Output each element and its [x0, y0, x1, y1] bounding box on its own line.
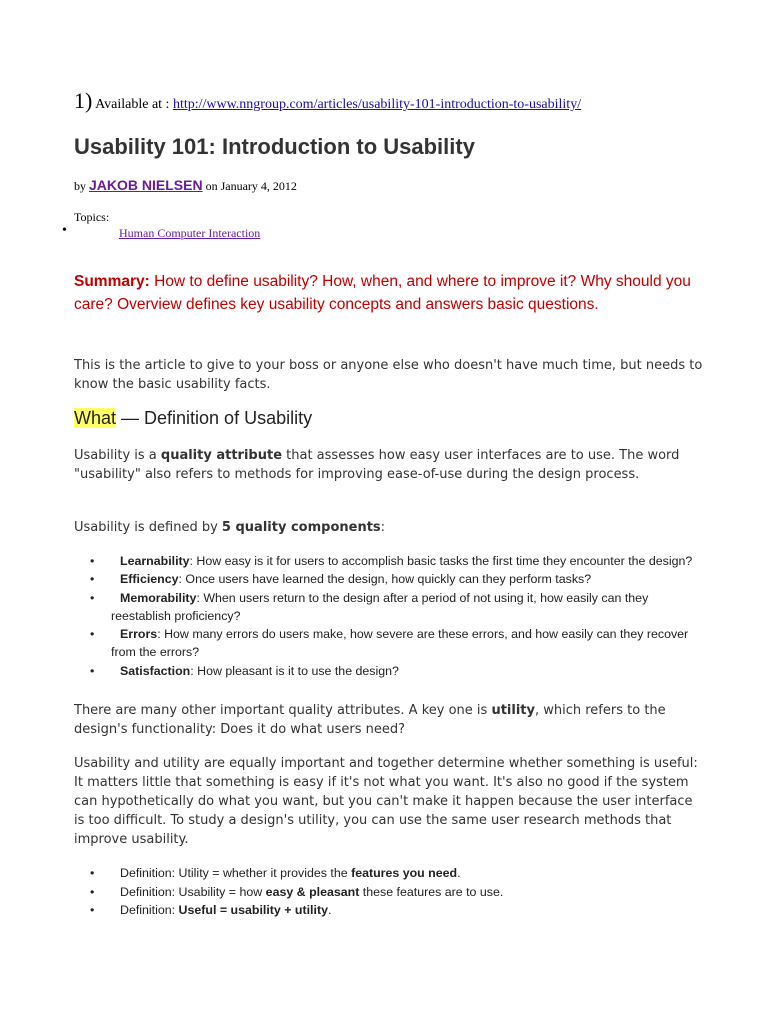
topics-label: Topics: [74, 210, 110, 224]
intro-paragraph: This is the article to give to your boss or anyone else who doesn't have much time, but needs to know the basic usability facts. [74, 358, 703, 392]
summary-label: Summary: [74, 273, 150, 290]
component-text: : When users return to the design after a period of not using it, how easily can they reestablish proficiency? [111, 590, 649, 623]
component-text: : Once users have learned the design, how quickly can they perform tasks? [178, 572, 592, 587]
list-item [74, 589, 704, 626]
component-term: Errors [120, 627, 158, 642]
section-heading [74, 408, 312, 429]
byline [74, 177, 297, 194]
list-item [74, 552, 704, 570]
bold-term: Useful = usability + utility [178, 903, 328, 918]
source-line [74, 88, 581, 114]
article-title: Usability 101: Introduction to Usability [74, 134, 475, 159]
section-heading-rest: — Definition of Usability [116, 408, 313, 428]
text-run: Usability is defined by [74, 520, 222, 535]
quality-components-list [74, 552, 704, 680]
list-item [74, 864, 704, 883]
topic-link[interactable]: Human Computer Interaction [119, 226, 261, 240]
text-run: There are many other important quality attributes. A key one is [74, 703, 492, 718]
utility-paragraph [74, 701, 704, 739]
bold-term: features you need [351, 866, 458, 880]
author-link[interactable]: JAKOB NIELSEN [89, 177, 203, 193]
component-term: Learnability [120, 554, 190, 568]
list-item [74, 625, 704, 662]
component-text: : How pleasant is it to use the design? [190, 663, 399, 678]
publish-date: on January 4, 2012 [205, 179, 297, 193]
text-run: . [457, 866, 461, 880]
text-run: these features are to use. [359, 884, 504, 899]
summary [74, 270, 694, 316]
byline-prefix: by [74, 179, 89, 193]
item-number: 1) [74, 88, 93, 113]
component-text: : How easy is it for users to accomplish basic tasks the first time they encounter the design? [189, 554, 693, 568]
bold-term: utility [491, 703, 535, 718]
text-run: Definition: Utility = whether it provides the [120, 866, 352, 880]
list-item [74, 883, 704, 902]
text-run: Usability is a [74, 448, 161, 463]
text-run: that assesses how easy user interfaces are to use. The word "usability" also refers to methods for improving ease-of-use during the design process. [74, 448, 680, 482]
components-intro [74, 518, 704, 537]
component-text: : How many errors do users make, how severe are these errors, and how easily can they recover from the errors? [111, 627, 689, 660]
text-run: Definition: [120, 903, 179, 918]
text-run: . [327, 903, 332, 918]
bold-term: 5 quality components [221, 520, 381, 535]
bold-term: quality attribute [160, 448, 283, 463]
component-term: Satisfaction [120, 663, 191, 678]
component-term: Memorability [120, 590, 197, 605]
topic-bullet: • [62, 223, 67, 238]
list-item [74, 570, 704, 588]
definition-paragraph [74, 446, 704, 484]
list-item [74, 901, 704, 920]
highlighted-word: What [74, 408, 117, 428]
component-term: Efficiency [120, 572, 179, 587]
text-run: : [380, 520, 386, 535]
list-item [74, 662, 704, 680]
source-prefix: Available at : [95, 97, 173, 112]
text-run: Definition: Usability = how [120, 884, 266, 899]
bold-term: easy & pleasant [265, 884, 360, 899]
text-run: , which refers to the design's functionality: Does it do what users need? [74, 703, 666, 737]
source-url-link[interactable]: http://www.nngroup.com/articles/usability-101-introduction-to-usability/ [172, 97, 582, 112]
summary-text: How to define usability? How, when, and where to improve it? Why should you care? Overview defines key usability concepts and answers basic questions. [74, 273, 691, 313]
definitions-list [74, 864, 704, 920]
usability-utility-paragraph: Usability and utility are equally important and together determine whether something is useful: It matters little that something is easy if it's not what you want. It's also no good if the system can hypothetically do what you want, but you can't make it happen because the user interface is too difficult. To study a design's utility, you can use the same user research methods that improve usability. [74, 756, 698, 847]
